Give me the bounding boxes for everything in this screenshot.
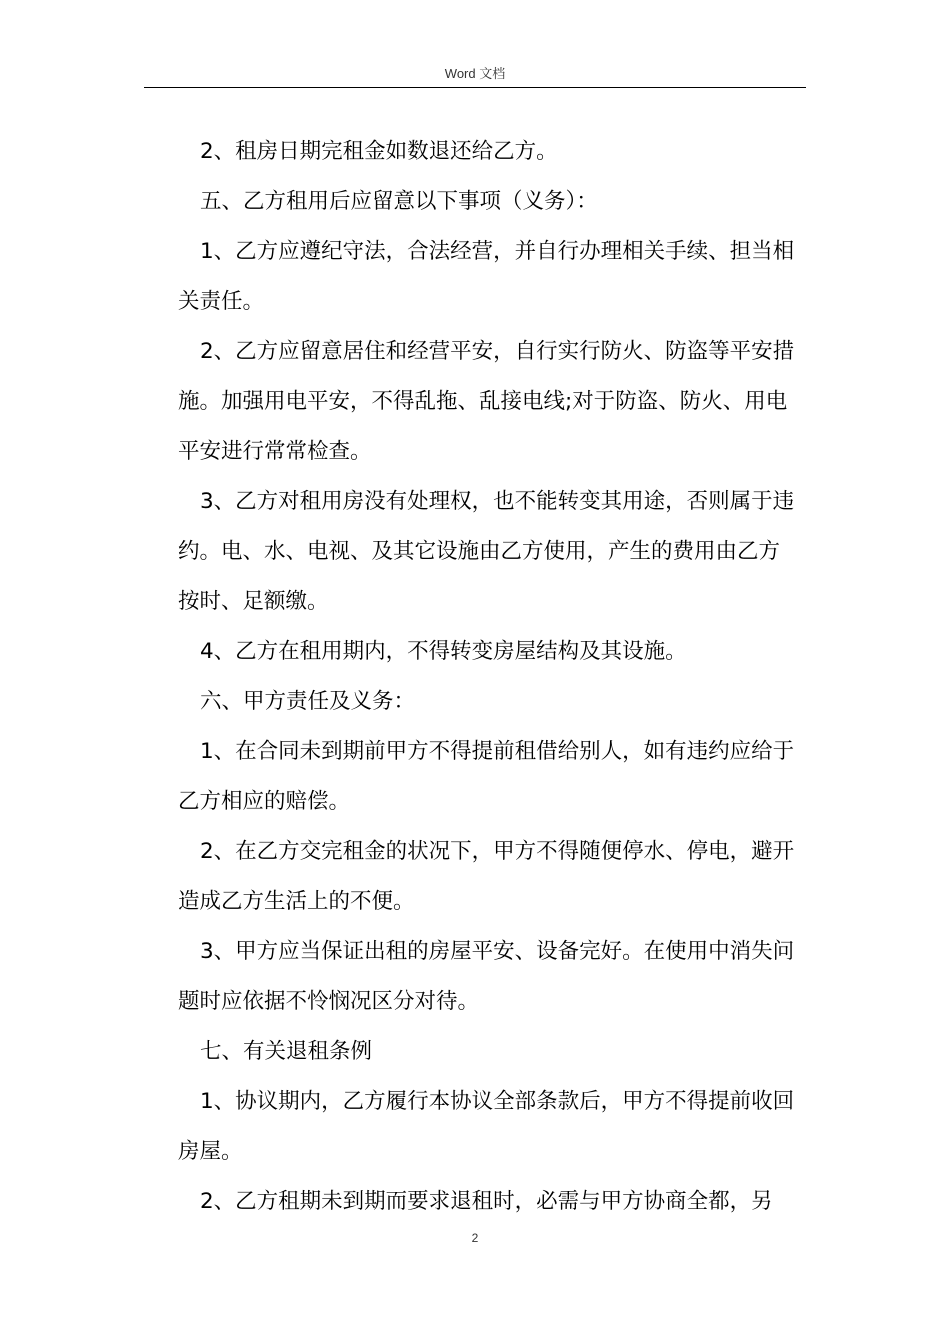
page-header-title: Word 文档 (444, 66, 506, 81)
header-divider (144, 87, 806, 88)
paragraph: 2、租房日期完租金如数退还给乙方。 (200, 139, 558, 164)
page-number: 2 (471, 1231, 479, 1245)
paragraph: 4、乙方在租用期内，不得转变房屋结构及其设施。 (200, 639, 687, 664)
paragraph: 2、乙方应留意居住和经营平安，自行实行防火、防盗等平安措施。加强用电平安，不得乱拖、乱接电线;对于防盗、防火、用电平安进行常常检查。 (178, 339, 795, 464)
section-heading: 七、有关退租条例 (200, 1039, 373, 1064)
paragraph: 3、乙方对租用房没有处理权，也不能转变其用途，否则属于违约。电、水、电视、及其它设施由乙方使用，产生的费用由乙方按时、足额缴。 (178, 489, 795, 614)
paragraph: 2、乙方租期未到期而要求退租时，必需与甲方协商全都，另 (200, 1189, 773, 1214)
section-heading: 六、甲方责任及义务： (200, 689, 416, 714)
paragraph: 2、在乙方交完租金的状况下，甲方不得随便停水、停电，避开造成乙方生活上的不便。 (178, 839, 795, 914)
document-body (178, 127, 798, 1227)
paragraph: 1、乙方应遵纪守法，合法经营，并自行办理相关手续、担当相关责任。 (178, 239, 795, 314)
paragraph: 3、甲方应当保证出租的房屋平安、设备完好。在使用中消失问题时应依据不怜悯况区分对待。 (178, 939, 795, 1014)
paragraph: 1、协议期内，乙方履行本协议全部条款后，甲方不得提前收回房屋。 (178, 1089, 795, 1164)
section-heading: 五、乙方租用后应留意以下事项（义务）： (200, 189, 598, 214)
paragraph: 1、在合同未到期前甲方不得提前租借给别人，如有违约应给于乙方相应的赔偿。 (178, 739, 795, 814)
